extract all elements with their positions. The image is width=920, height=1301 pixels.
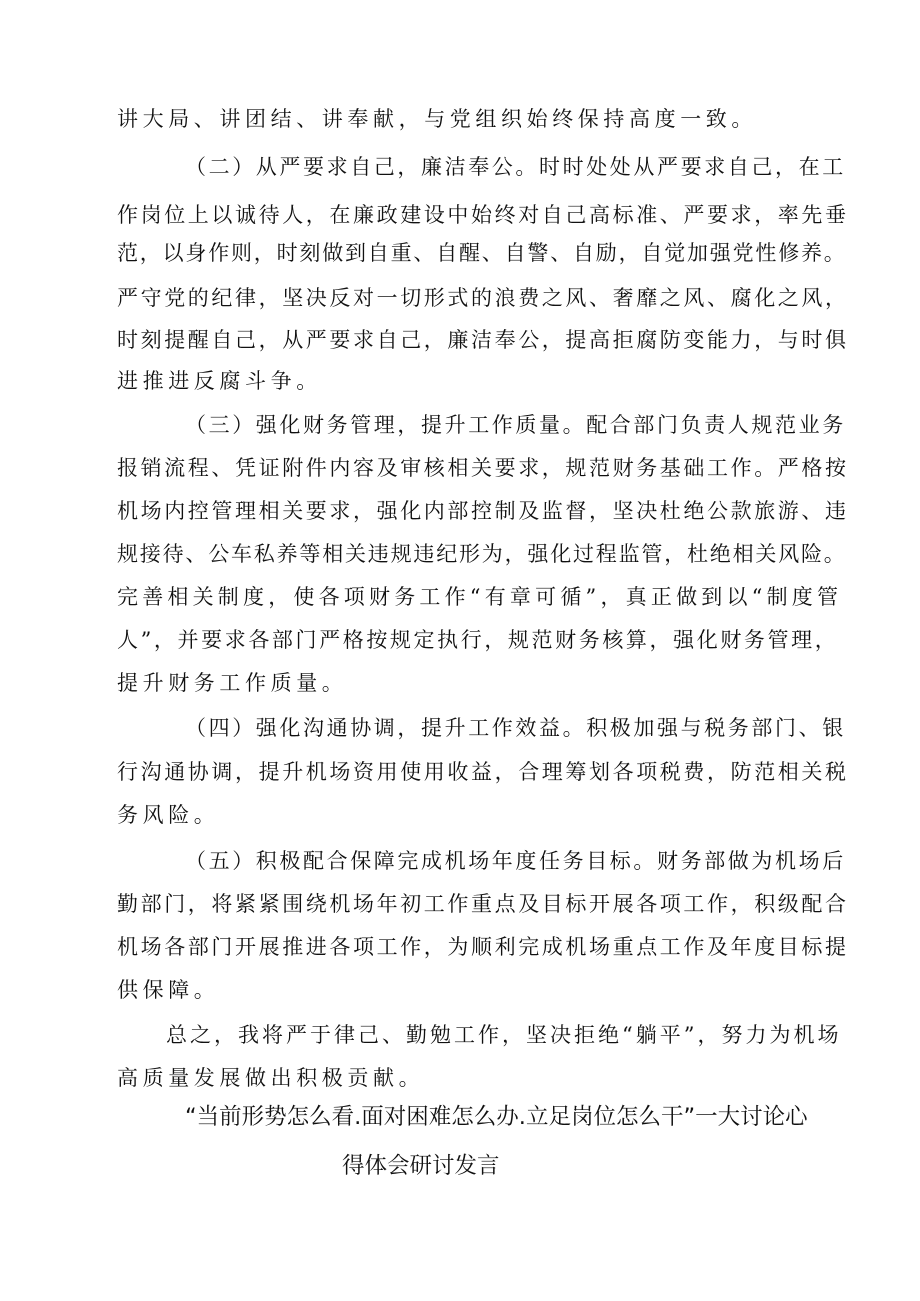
body-line: 务风险。 — [117, 803, 220, 827]
body-line: 进推进反腐斗争。 — [117, 369, 322, 393]
body-line: 人”，并要求各部门严格按规定执行，规范财务核算，强化财务管理， — [117, 628, 839, 652]
section-four-opening: （四）强化沟通协调，提升工作效益。积极加强与税务部门、银 — [185, 716, 846, 740]
body-line: 机场内控管理相关要求，强化内部控制及监督，坚决杜绝公款旅游、违 — [117, 499, 849, 523]
body-line: 行沟通协调，提升机场资用使用收益，合理筹划各项税费，防范相关税 — [117, 760, 849, 784]
body-line: 严守党的纪律，坚决反对一切形式的浪费之风、奢靡之风、腐化之风， — [117, 286, 849, 310]
body-line: 完善相关制度，使各项财务工作“有章可循”，真正做到以“制度管 — [117, 585, 843, 609]
body-line: 讲大局、讲团结、讲奉献，与党组织始终保持高度一致。 — [117, 107, 757, 131]
body-line: 规接待、公车私养等相关违规违纪形为，强化过程监管，杜绝相关风险。 — [117, 542, 847, 566]
section-two-opening: （二）从严要求自己，廉洁奉公。时时处处从严要求自己，在工 — [185, 155, 846, 179]
conclusion-opening: 总之，我将严于律己、勤勉工作，坚决拒绝“躺平”，努力为机场 — [166, 1023, 842, 1047]
body-line: 报销流程、凭证附件内容及审核相关要求，规范财务基础工作。严格按 — [117, 456, 849, 480]
body-line: 高质量发展做出积极贡献。 — [117, 1066, 425, 1090]
body-line: 供保障。 — [117, 978, 220, 1002]
next-article-title-line1: “当前形势怎么看.面对困难怎么办.立足岗位怎么干”一大讨论心 — [185, 1104, 808, 1130]
body-line: 范，以身作则，时刻做到自重、自醒、自警、自励，自觉加强党性修养。 — [117, 241, 847, 265]
body-line: 提升财务工作质量。 — [117, 671, 348, 695]
body-line: 勤部门，将紧紧围绕机场年初工作重点及目标开展各项工作，积级配合 — [117, 892, 849, 916]
next-article-title-line2: 得体会研讨发言 — [342, 1153, 500, 1179]
body-line: 作岗位上以诚待人，在廉政建设中始终对自己高标准、严要求，率先垂 — [117, 203, 849, 227]
body-line: 时刻提醒自己，从严要求自己，廉洁奉公，提高拒腐防变能力，与时俱 — [117, 328, 849, 352]
section-five-opening: （五）积极配合保障完成机场年度任务目标。财务部做为机场后 — [185, 849, 846, 873]
body-line: 机场各部门开展推进各项工作，为顺利完成机场重点工作及年度目标提 — [117, 935, 849, 959]
section-three-opening: （三）强化财务管理，提升工作质量。配合部门负责人规范业务 — [185, 413, 846, 437]
